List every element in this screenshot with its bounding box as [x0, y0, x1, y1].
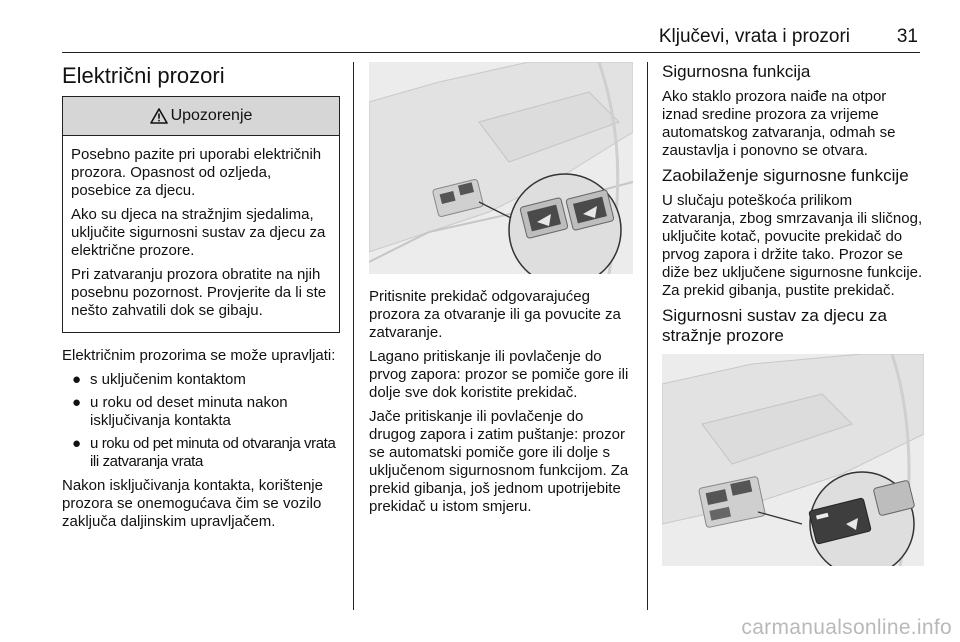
- bullet-icon: ●: [72, 435, 81, 452]
- intro-paragraph: Električnim prozorima se može upravljati:: [62, 347, 336, 364]
- body-paragraph: Ako staklo prozora naiđe na otpor iznad sredine prozora za vrijeme automatskog zatvaranja, odmah se zaustavlja i ponovno se otvara.: [662, 88, 896, 159]
- page-number: 31: [896, 26, 918, 47]
- child-lock-drawing: [662, 354, 924, 566]
- column-middle: [369, 62, 633, 522]
- list-item: [62, 435, 340, 471]
- section-title: Električni prozori: [62, 63, 225, 88]
- bullet-list: [62, 371, 340, 471]
- warning-box: [62, 96, 340, 333]
- subheading-child-safety: Sigurnosni sustav za djecu za stražnje prozore: [662, 306, 887, 345]
- body-paragraph: Jače pritiskanje ili povlačenje do drugog zapora i zatim puštanje: prozor se automatski pomiče gore ili dolje s uključenom sigurnosnom funkcijom. Za prekid gibanja, još jednom upotrijebite prekidač u istom smjeru.: [369, 408, 629, 515]
- running-title: Ključevi, vrata i prozori: [658, 26, 850, 47]
- warning-body: [63, 136, 339, 332]
- watermark-text: carmanualsonline.info: [741, 616, 952, 639]
- page-header: [62, 22, 920, 53]
- warning-heading-bar: [63, 97, 339, 136]
- column-divider-right: [647, 62, 648, 610]
- list-item-text: u roku od deset minuta nakon isključivanja kontakta: [90, 394, 288, 429]
- column-left: [62, 62, 340, 537]
- bullet-icon: ●: [72, 394, 82, 411]
- warning-paragraph: Ako su djeca na stražnjim sjedalima, uključite sigurnosni sustav za djecu za električne prozore.: [71, 206, 326, 259]
- body-paragraph: Lagano pritiskanje ili povlačenje do prvog zapora: prozor se pomiče gore ili dolje sve dok koristite prekidač.: [369, 348, 629, 401]
- body-paragraph: Pritisnite prekidač odgovarajućeg prozora za otvaranje ili ga povucite za zatvaranje.: [369, 288, 621, 341]
- subheading-safety-function: Sigurnosna funkcija: [662, 62, 811, 81]
- list-item-text: u roku od pet minuta od otvaranja vrata ili zatvaranja vrata: [90, 435, 336, 470]
- column-divider-left: [353, 62, 354, 610]
- warning-paragraph: Posebno pazite pri uporabi električnih prozora. Opasnost od ozljeda, posebice za djecu.: [71, 146, 322, 199]
- warning-triangle-icon: [150, 108, 168, 124]
- window-switch-illustration: [369, 62, 633, 274]
- warning-paragraph: Pri zatvaranju prozora obratite na njih posebnu pozornost. Provjerite da li ste nešto zahvatili dok se gibaju.: [71, 266, 327, 319]
- door-panel-drawing: [369, 62, 633, 274]
- bullet-icon: ●: [72, 371, 82, 388]
- column-right: [662, 62, 924, 566]
- body-paragraph: Nakon isključivanja kontakta, korištenje prozora se onemogućava čim se vozilo zaključa daljinskim upravljačem.: [62, 477, 323, 530]
- list-item-text: s uključenim kontaktom: [90, 371, 246, 388]
- list-item: [62, 394, 340, 430]
- child-lock-illustration: [662, 354, 924, 566]
- subheading-override: Zaobilaženje sigurnosne funkcije: [662, 166, 909, 185]
- list-item: [62, 371, 340, 389]
- body-paragraph: U slučaju poteškoća prilikom zatvaranja, zbog smrzavanja ili sličnog, uključite kotač, povucite prekidač do prvog zapora i držite tako. Prozor se diže bez uključene sigurnosne funkcije. Za prekid gibanja, pustite prekidač.: [662, 192, 923, 299]
- warning-heading: Upozorenje: [170, 107, 253, 124]
